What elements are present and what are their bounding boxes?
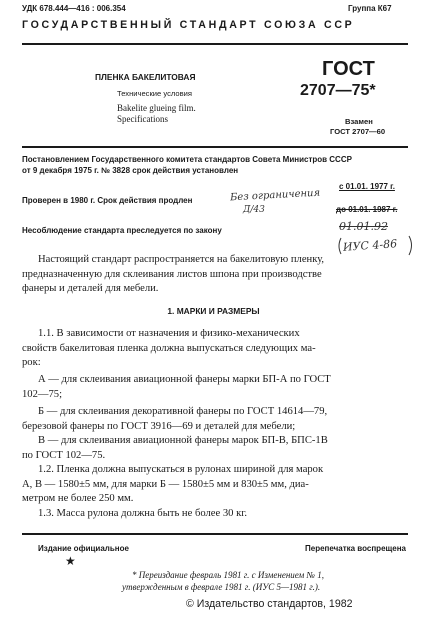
grade-b: Б — для склеивания декоративной фанеры по ГОСТ 14614—79, березовой фанеры по ГОСТ 3916—69 и деталей для мебели; [22,406,328,432]
expiry-struck: до 01.01. 1987 г. [336,205,398,214]
copyright: © Издательство стандартов, 1982 [186,598,353,610]
violation-notice: Несоблюдение стандарта преследуется по закону [22,226,222,235]
star-icon: ★ [65,554,76,568]
gost-number: 2707—75* [300,82,376,99]
udk-code: УДК 678.444—416 : 006.354 [22,4,126,13]
organization-heading: ГОСУДАРСТВЕННЫЙ СТАНДАРТ СОЮЗА ССР [22,19,355,31]
paragraph-1-3: 1.3. Масса рулона должна быть не более 30 кг. [38,508,248,519]
reissue-note-line1: * Переиздание февраль 1981 г. с Изменением № 1, [132,570,325,580]
intro-paragraph: Настоящий стандарт распространяется на бакелитовую пленку, предназначенную для склеивания листов шпона при производстве фанеры и деталей для мебели. [22,254,325,295]
official-edition: Издание официальное [38,544,129,553]
handwritten-date: 01.01.92 [339,220,388,233]
decree-line2: от 9 декабря 1975 г. № 3828 срок действия установлен [22,166,239,175]
title-en-line2: Specifications [117,114,168,124]
header-divider [22,43,408,45]
paragraph-1-2: 1.2. Пленка должна выпускаться в рулонах шириной для марок А, В — 1580±5 мм, для марки Б — 1580±5 мм и 830±5 мм, диа- метром не более 250 мм. [22,464,324,505]
section-heading: 1. МАРКИ И РАЗМЕРЫ [167,306,260,316]
effective-date: с 01.01. 1977 г. [339,182,395,191]
title-ru: ПЛЕНКА БАКЕЛИТОВАЯ [95,72,196,82]
footer-divider [22,533,408,535]
handwritten-no-limit: Без ограничения [229,187,321,204]
reissue-note-line2: утвержденным в феврале 1981 г. (ИУС 5—1981 г.). [122,582,321,592]
handwritten-ius-ref: ИУС 4-86 [342,237,398,254]
title-divider [22,146,408,148]
grade-v: В — для склеивания авиационной фанеры марок БП-В, БПС-1В по ГОСТ 102—75. [22,435,328,461]
group-code: Группа К67 [348,4,392,13]
handwritten-mark: Д/43 [243,205,265,215]
subtitle-ru: Технические условия [117,89,193,98]
gost-label: ГОСТ [322,58,375,80]
reprint-forbidden: Перепечатка воспрещена [305,544,406,553]
grade-a: А — для склеивания авиационной фанеры марки БП-А по ГОСТ 102—75; [22,374,331,400]
decree-line1: Постановлением Государственного комитета стандартов Совета Министров СССР [22,155,352,164]
replaces-value: ГОСТ 2707—60 [330,127,386,136]
paragraph-1-1: 1.1. В зависимости от назначения и физико-механических свойств бакелитовая пленка должна выпускаться следующих ма- рок: [22,328,316,369]
checked-extended: Проверен в 1980 г. Срок действия продлен [22,196,193,205]
title-en-line1: Bakelite glueing film. [117,103,196,113]
replaces-label: Взамен [345,117,373,126]
